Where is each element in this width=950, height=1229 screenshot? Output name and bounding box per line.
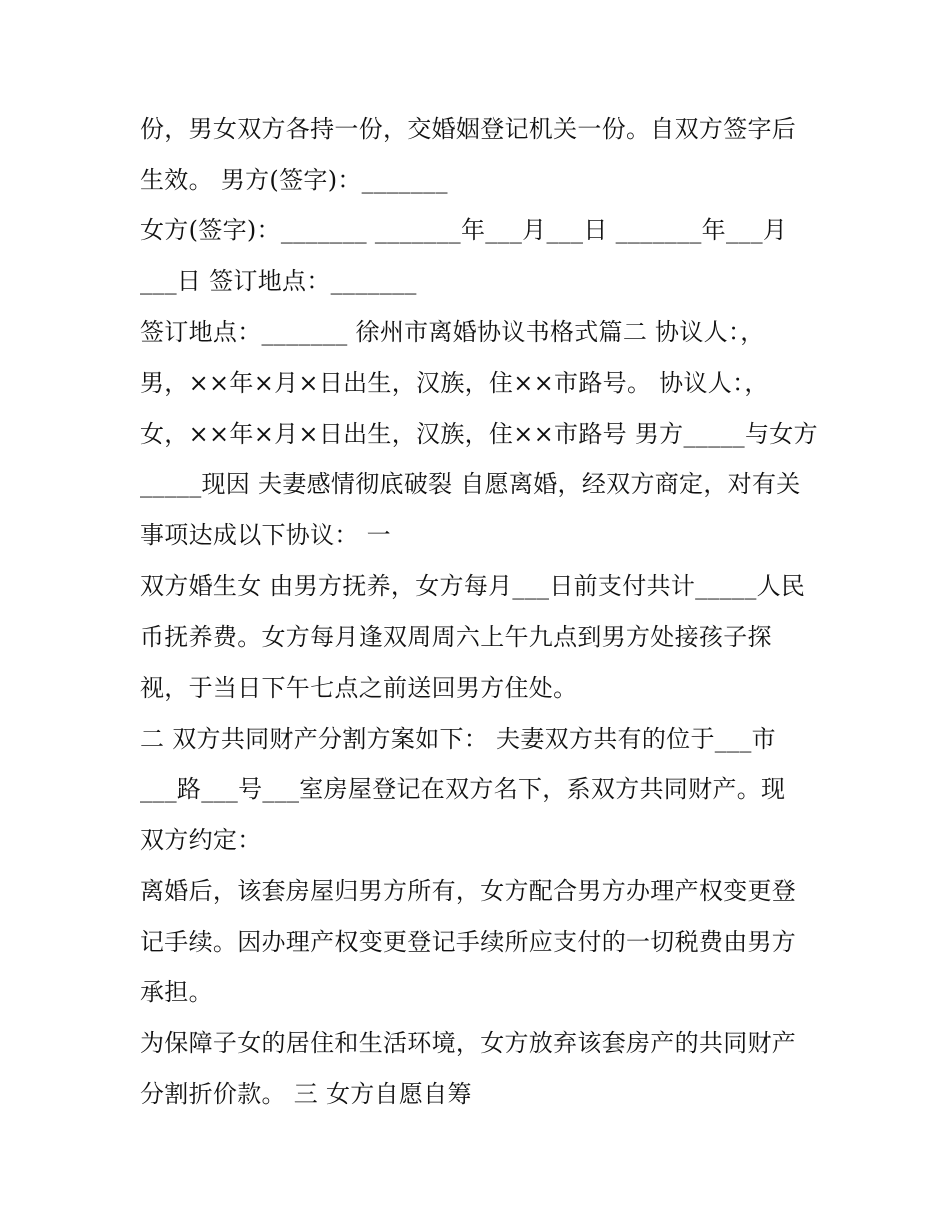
text-line: 签订地点：_______ 徐州市离婚协议书格式篇二 协议人：，	[140, 318, 765, 346]
text-line: 二 双方共同财产分割方案如下： 夫妻双方共有的位于___市	[140, 725, 776, 753]
text-line: 事项达成以下协议： 一	[140, 521, 391, 549]
text-line: 承担。	[140, 978, 213, 1006]
text-line: 男，××年×月×日出生，汉族，住××市路号。 协议人：，	[140, 369, 769, 397]
text-line: ___日 签订地点：_______	[140, 267, 417, 295]
text-line: 女，××年×月×日出生，汉族，住××市路号 男方_____与女方	[140, 420, 818, 448]
text-line: 份，男女双方各持一份，交婚姻登记机关一份。自双方签字后	[140, 115, 797, 143]
text-line: 离婚后，该套房屋归男方所有，女方配合男方办理产权变更登	[140, 877, 797, 905]
text-line: 记手续。因办理产权变更登记手续所应支付的一切税费由男方	[140, 928, 797, 956]
text-line: _____现因 夫妻感情彻底破裂 自愿离婚，经双方商定，对有关	[140, 470, 801, 498]
text-line: 生效。 男方(签字)：_______	[140, 166, 448, 194]
text-line: 双方约定：	[140, 826, 262, 854]
text-line: ___路___号___室房屋登记在双方名下，系双方共同财产。现	[140, 775, 786, 803]
text-line: 视，于当日下午七点之前送回男方住处。	[140, 674, 578, 702]
text-line: 分割折价款。 三 女方自愿自筹	[140, 1080, 472, 1108]
text-line: 币抚养费。女方每月逢双周周六上午九点到男方处接孩子探	[140, 623, 772, 651]
text-line: 为保障子女的居住和生活环境，女方放弃该套房产的共同财产	[140, 1029, 797, 1057]
text-line: 女方(签字)：_______ _______年___月___日 _______年___月	[140, 216, 788, 244]
text-line: 双方婚生女 由男方抚养，女方每月___日前支付共计_____人民	[140, 572, 806, 600]
